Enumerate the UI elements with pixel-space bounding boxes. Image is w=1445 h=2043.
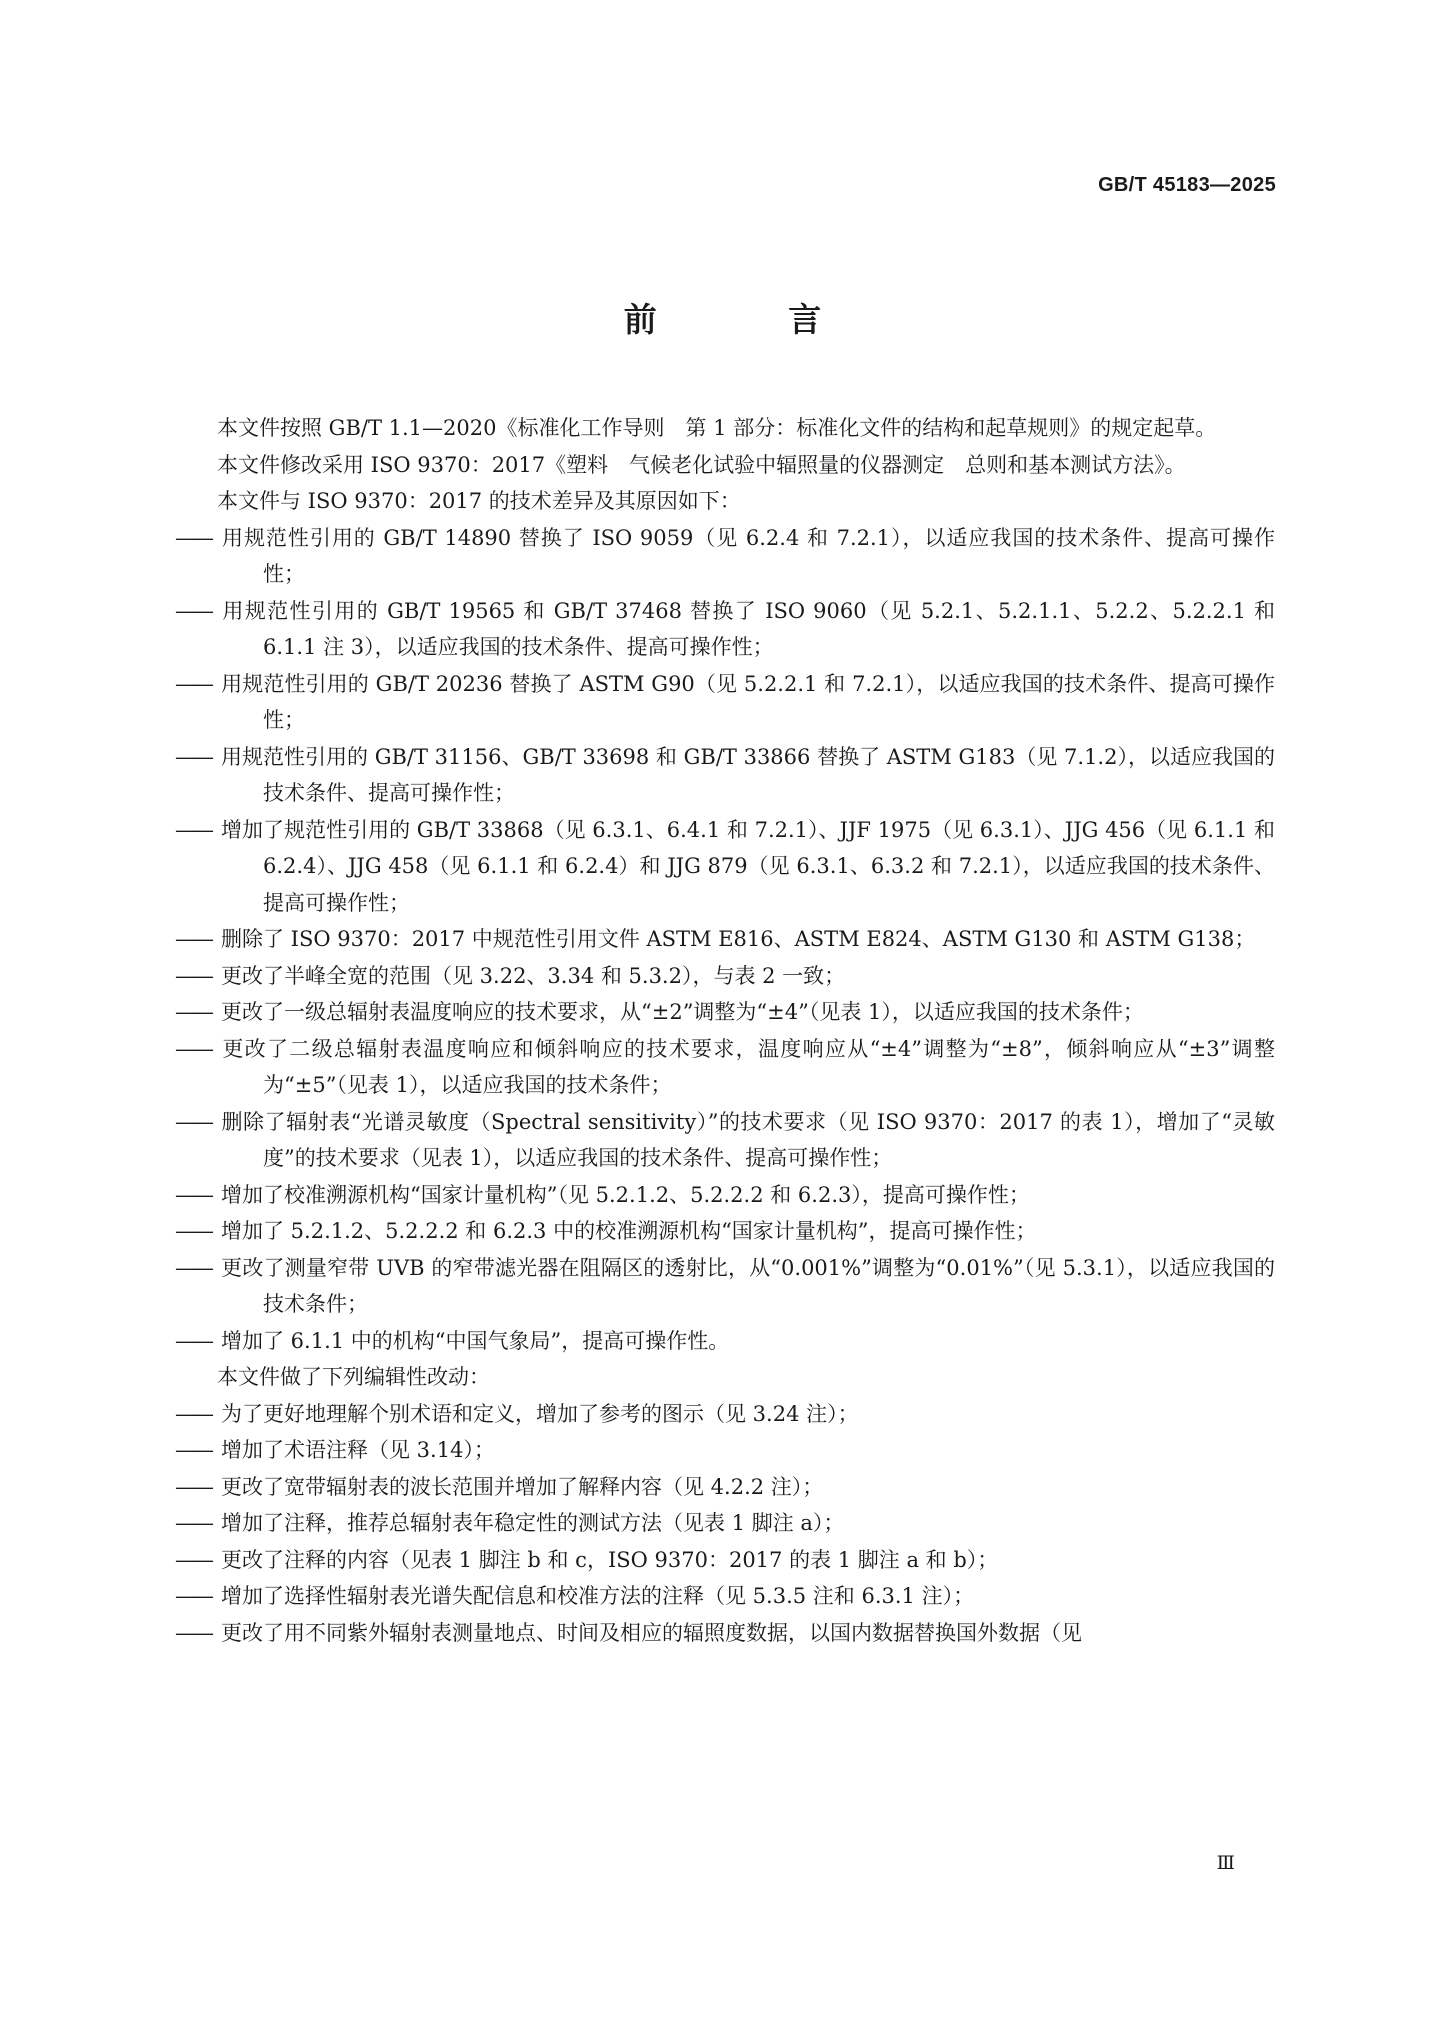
list-dash: ——: [175, 1401, 211, 1426]
list-item: [175, 666, 1275, 739]
list-item-text: 用规范性引用的 GB/T 14890 替换了 ISO 9059（见 6.2.4 和 7.2.1），以适应我国的技术条件、提高可操作性；: [221, 525, 1275, 586]
list-dash: ——: [175, 1511, 211, 1535]
list-item-text: 更改了注释的内容（见表 1 脚注 b 和 c，ISO 9370：2017 的表 1 脚注 a 和 b）；: [221, 1547, 999, 1572]
list-dash: ——: [175, 1474, 211, 1499]
list-item-text: 用规范性引用的 GB/T 31156、GB/T 33698 和 GB/T 33866 替换了 ASTM G183（见 7.1.2），以适应我国的技术条件、提高可操作性；: [221, 744, 1275, 805]
list-item-text: 删除了辐射表“光谱灵敏度（Spectral sensitivity）”的技术要求（见 ISO 9370：2017 的表 1），增加了“灵敏度”的技术要求（见表 1），以适应我国的技术条件、提高可操作性；: [221, 1109, 1275, 1170]
list-dash: ——: [175, 1255, 211, 1280]
list-item: [175, 921, 1275, 958]
list-item-text: 更改了二级总辐射表温度响应和倾斜响应的技术要求，温度响应从“±4”调整为“±8”，倾斜响应从“±3”调整为“±5”（见表 1），以适应我国的技术条件；: [221, 1036, 1275, 1097]
list-item: [175, 1432, 1275, 1469]
list-dash: ——: [175, 1328, 211, 1353]
list-item: [175, 1177, 1275, 1214]
list-item-text: 增加了校准溯源机构“国家计量机构”（见 5.2.1.2、5.2.2.2 和 6.2.3），提高可操作性；: [221, 1182, 1030, 1207]
list-item: [175, 1250, 1275, 1323]
list-item-text: 增加了术语注释（见 3.14）；: [221, 1438, 495, 1462]
list-dash: ——: [175, 671, 211, 696]
document-body: [175, 410, 1275, 1651]
list-item: [175, 593, 1275, 666]
list-item-text: 删除了 ISO 9370：2017 中规范性引用文件 ASTM E816、ASTM E824、ASTM G130 和 ASTM G138；: [221, 927, 1256, 951]
list-dash: ——: [175, 1109, 211, 1134]
list-item: [175, 958, 1275, 995]
list-item: [175, 1469, 1275, 1506]
list-item-text: 增加了 5.2.1.2、5.2.2.2 和 6.2.3 中的校准溯源机构“国家计量机构”，提高可操作性；: [221, 1219, 1037, 1243]
page-title: 前 言: [623, 300, 882, 339]
list-dash: ——: [175, 1036, 211, 1061]
list-item-text: 增加了注释，推荐总辐射表年稳定性的测试方法（见表 1 脚注 a）；: [221, 1511, 845, 1535]
list-dash: ——: [175, 817, 211, 842]
list-dash: ——: [175, 1620, 211, 1645]
list-dash: ——: [175, 927, 211, 951]
list-item: [175, 1505, 1275, 1542]
list-item: [175, 1104, 1275, 1177]
list-item: [175, 1578, 1275, 1615]
list-dash: ——: [175, 1182, 211, 1207]
list-dash: ——: [175, 598, 211, 623]
differences-intro: 本文件与 ISO 9370：2017 的技术差异及其原因如下：: [217, 489, 741, 513]
document-code: GB/T 45183—2025: [1098, 174, 1276, 196]
paragraph: 本文件按照 GB/T 1.1—2020《标准化工作导则 第 1 部分：标准化文件的结构和起草规则》的规定起草。: [217, 416, 1217, 440]
list-item-text: 更改了宽带辐射表的波长范围并增加了解释内容（见 4.2.2 注）；: [221, 1474, 824, 1499]
list-item: [175, 812, 1275, 922]
list-item: [175, 994, 1275, 1031]
list-item: [175, 1323, 1275, 1360]
list-item-text: 用规范性引用的 GB/T 20236 替换了 ASTM G90（见 5.2.2.1 和 7.2.1），以适应我国的技术条件、提高可操作性；: [221, 671, 1275, 732]
list-item-text: 增加了规范性引用的 GB/T 33868（见 6.3.1、6.4.1 和 7.2.1）、JJF 1975（见 6.3.1）、JJG 456（见 6.1.1 和 6.2.4）、JJG 458（见 6.1.1 和 6.2.4）和 JJG 879（见 6.3.1、6.3.2 和 7.2.1），以适应我国的技术条件、提高可操作性；: [221, 817, 1275, 915]
list-dash: ——: [175, 1438, 211, 1462]
list-item-text: 更改了一级总辐射表温度响应的技术要求，从“±2”调整为“±4”（见表 1），以适应我国的技术条件；: [221, 1000, 1144, 1024]
list-dash: ——: [175, 525, 211, 550]
list-item: [175, 1542, 1275, 1579]
paragraph: 本文件修改采用 ISO 9370：2017《塑料 气候老化试验中辐照量的仪器测定 总则和基本测试方法》。: [217, 452, 1186, 477]
list-dash: ——: [175, 1547, 211, 1572]
list-item: [175, 520, 1275, 593]
list-dash: ——: [175, 963, 211, 988]
list-item-text: 更改了用不同紫外辐射表测量地点、时间及相应的辐照度数据，以国内数据替换国外数据（见: [221, 1620, 1082, 1645]
list-item: [175, 1615, 1275, 1652]
list-item-text: 更改了半峰全宽的范围（见 3.22、3.34 和 5.3.2），与表 2 一致；: [221, 963, 846, 988]
list-item: [175, 1213, 1275, 1250]
list-dash: ——: [175, 1219, 211, 1243]
list-item: [175, 1031, 1275, 1104]
list-item-text: 用规范性引用的 GB/T 19565 和 GB/T 37468 替换了 ISO 9060（见 5.2.1、5.2.1.1、5.2.2、5.2.2.1 和 6.1.1 注 3），以适应我国的技术条件、提高可操作性；: [221, 598, 1275, 659]
page-number: Ⅲ: [1216, 1852, 1235, 1874]
list-item-text: 更改了测量窄带 UVB 的窄带滤光器在阻隔区的透射比，从“0.001%”调整为“0.01%”（见 5.3.1），以适应我国的技术条件；: [221, 1255, 1275, 1316]
list-item: [175, 1396, 1275, 1433]
editorial-intro: 本文件做了下列编辑性改动：: [217, 1365, 490, 1389]
list-dash: ——: [175, 1584, 211, 1608]
list-dash: ——: [175, 744, 211, 769]
list-item-text: 为了更好地理解个别术语和定义，增加了参考的图示（见 3.24 注）；: [221, 1401, 859, 1426]
list-item-text: 增加了 6.1.1 中的机构“中国气象局”，提高可操作性。: [221, 1328, 730, 1353]
list-dash: ——: [175, 1000, 211, 1024]
list-item: [175, 739, 1275, 812]
list-item-text: 增加了选择性辐射表光谱失配信息和校准方法的注释（见 5.3.5 注和 6.3.1 注）；: [221, 1584, 975, 1608]
